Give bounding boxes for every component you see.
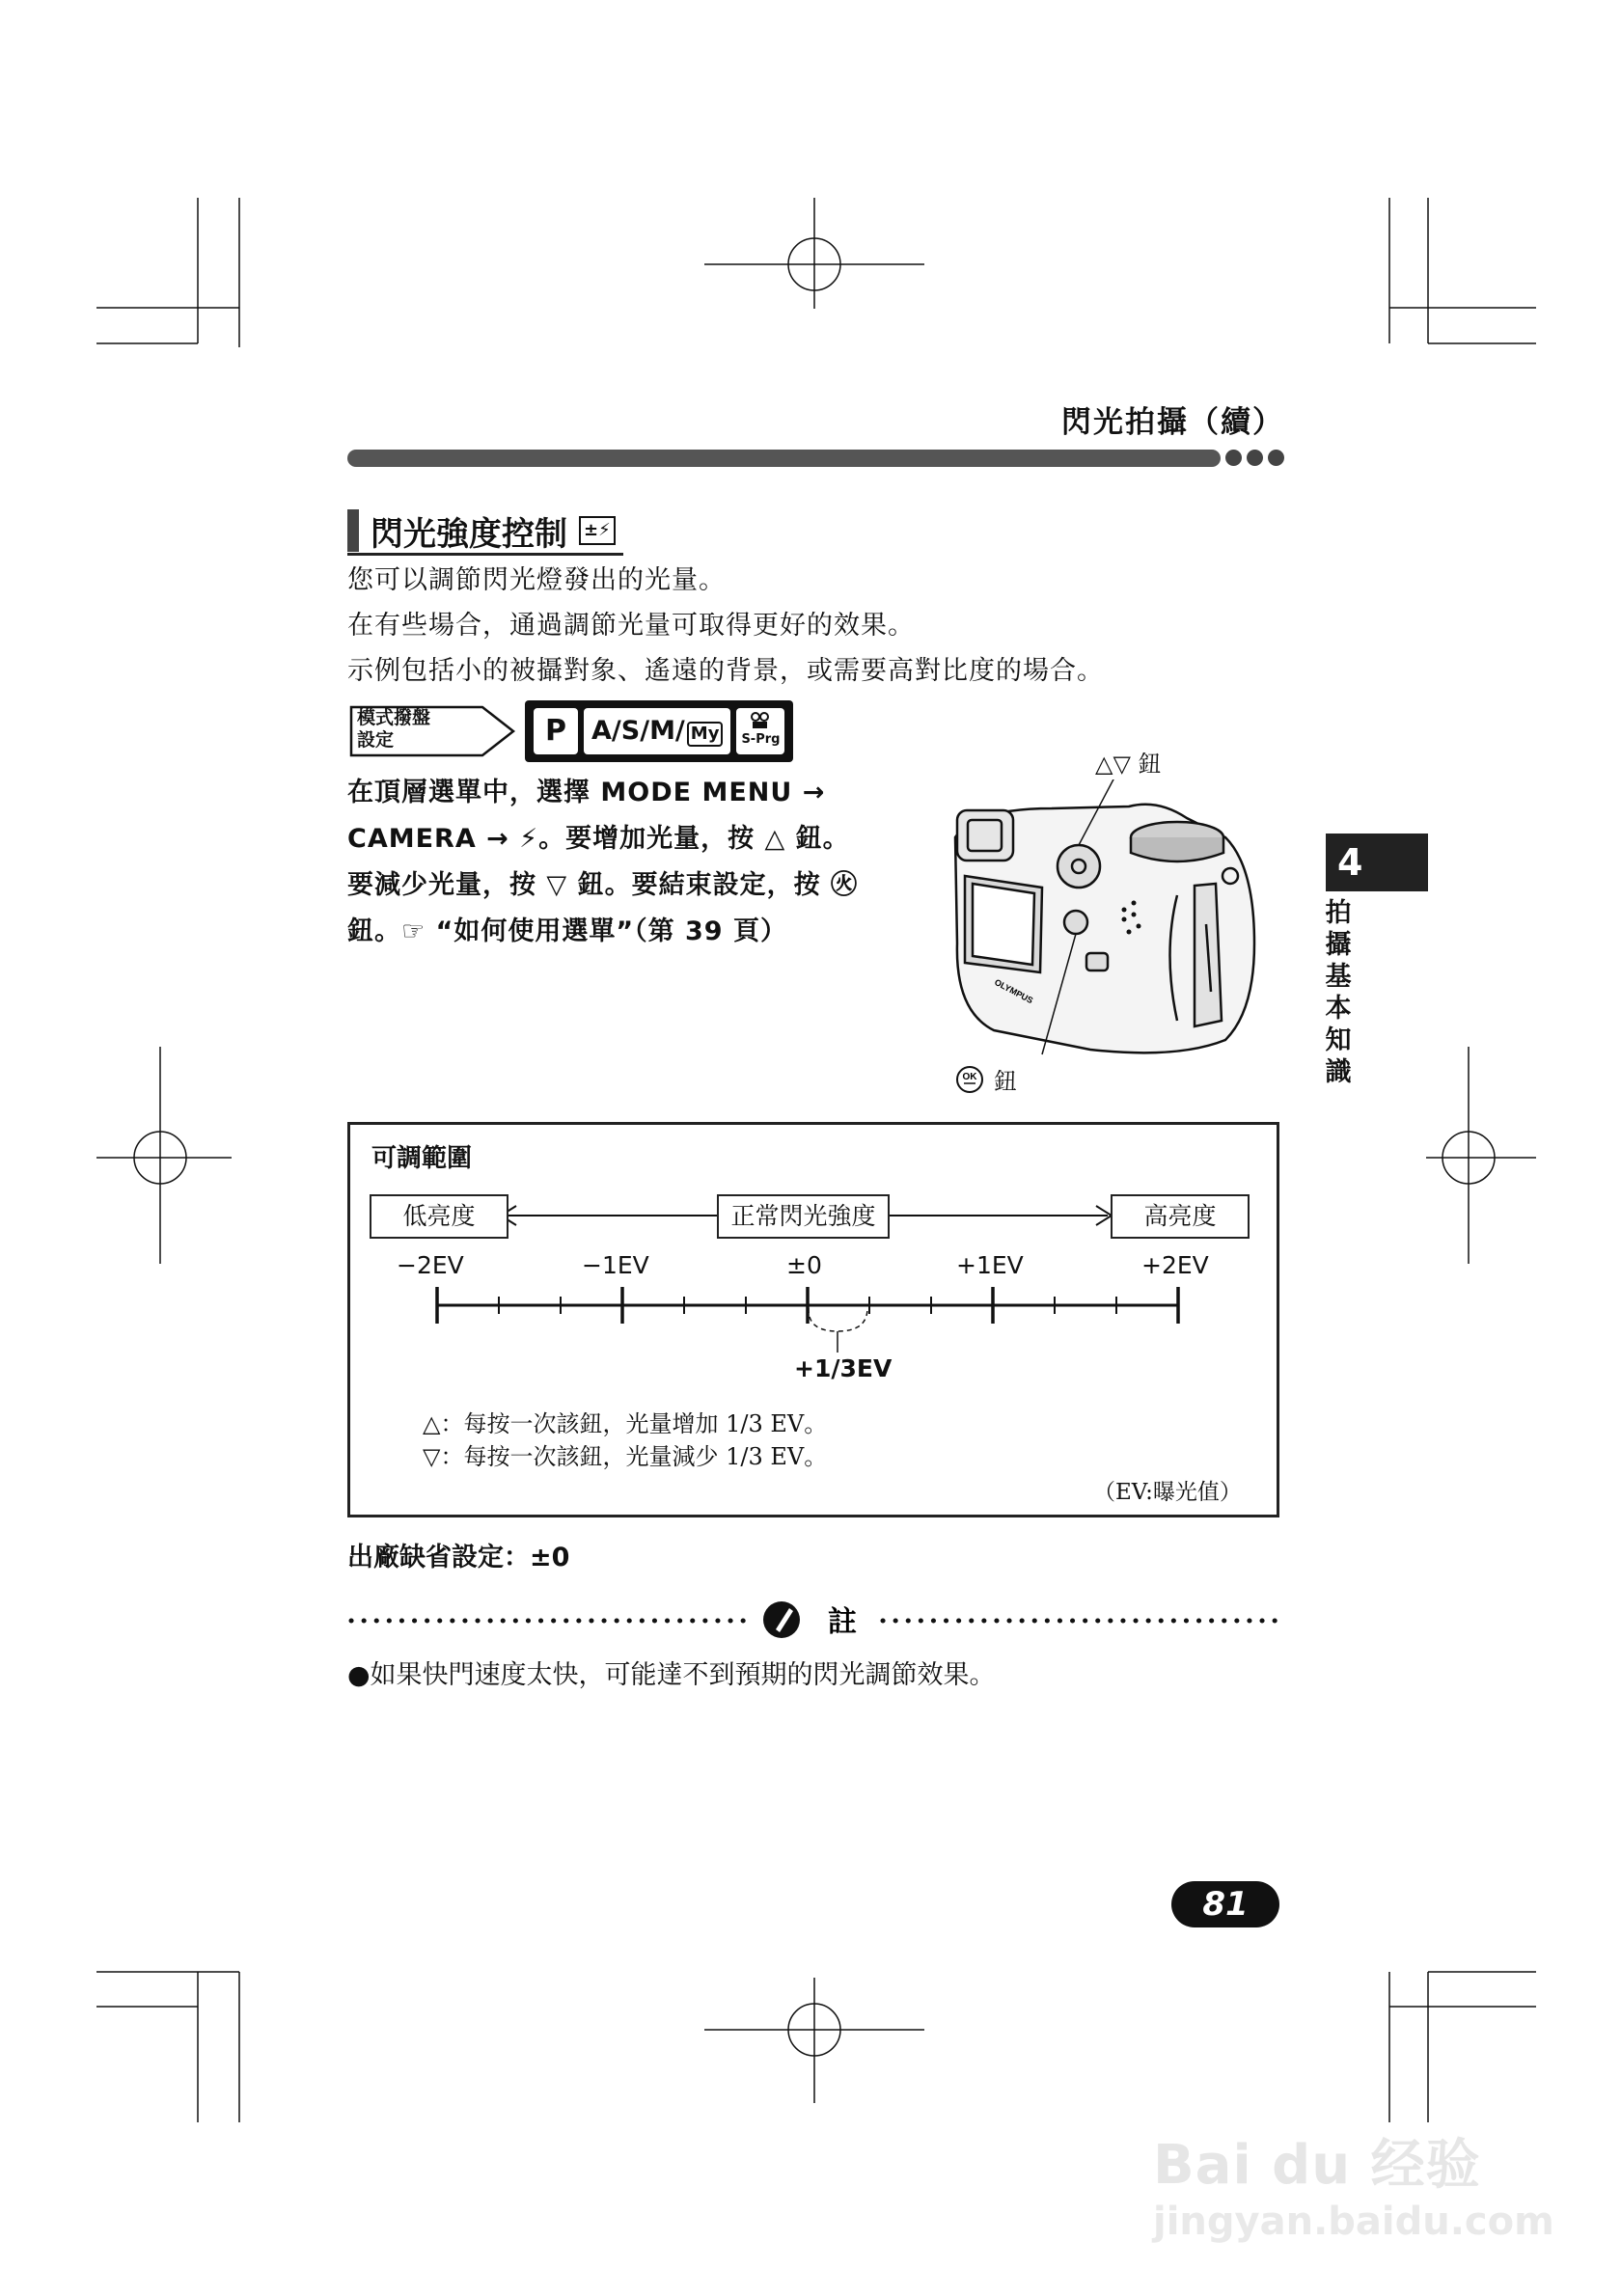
intro-text <box>347 558 1104 694</box>
adjustable-range-box <box>347 1122 1279 1517</box>
intro-line-2: 在有些場合，通過調節光量可取得更好的效果。 <box>347 611 915 641</box>
tick-label-plus2: +2EV <box>1141 1251 1209 1279</box>
mode-dial-label-line2: 設定 <box>357 729 395 751</box>
camera-brand: OLYMPUS <box>993 976 1035 1006</box>
note-heading <box>347 1597 1279 1643</box>
flash-compensation-icon: ±⚡ <box>579 516 616 545</box>
ev-legend: （EV:曝光值） <box>1093 1480 1242 1505</box>
instruction-line-1: 在頂層選單中，選擇 MODE MENU → <box>347 778 826 807</box>
instruction-line-4: 鈕。☞ “如何使用選單”（第 39 頁） <box>347 916 787 946</box>
chapter-tab-char: 本 <box>1325 994 1352 1024</box>
intro-line-1: 您可以調節閃光燈發出的光量。 <box>347 565 726 595</box>
intro-line-3: 示例包括小的被攝對象、遙遠的背景，或需要高對比度的場合。 <box>347 656 1104 686</box>
chapter-tab-number: 4 <box>1326 834 1428 891</box>
header-rule <box>347 450 1221 467</box>
note-heading-text: 註 <box>828 1605 857 1639</box>
high-brightness-label: 高亮度 <box>1111 1194 1250 1239</box>
baidu-watermark <box>1153 2122 1554 2244</box>
chapter-tab-char: 攝 <box>1325 930 1352 960</box>
watermark-url: jingyan.baidu.com <box>1153 2200 1554 2244</box>
tick-label-minus1: −1EV <box>582 1251 649 1279</box>
note-down: ▽：每按一次該鈕，光量減少 1/3 EV。 <box>423 1443 828 1470</box>
running-header-title: 閃光拍攝（續） <box>1061 405 1284 440</box>
tick-label-minus2: −2EV <box>397 1251 464 1279</box>
movie-icon <box>750 712 771 729</box>
mode-dial-label <box>357 707 463 752</box>
instruction-text <box>347 770 888 955</box>
page-number: 81 <box>1171 1881 1279 1927</box>
mode-asm-my <box>584 708 730 754</box>
mode-my: My <box>687 722 724 747</box>
note-bullet-1: ●如果快門速度太快，可能達不到預期的閃光調節效果。 <box>347 1660 996 1690</box>
low-brightness-label: 低亮度 <box>370 1194 508 1239</box>
ok-button-icon-text: OK <box>962 1071 977 1082</box>
instruction-line-3: 要減少光量，按 ▽ 鈕。要結束設定，按 ㊋ <box>347 870 858 900</box>
note-up: △：每按一次該鈕，光量增加 1/3 EV。 <box>423 1410 828 1437</box>
mode-sprg-label: S-Prg <box>741 732 781 747</box>
mode-dial-row <box>347 700 793 762</box>
range-title: 可調範圍 <box>371 1144 473 1173</box>
chapter-tab-char: 識 <box>1325 1057 1352 1087</box>
mode-asm: A/S/M/ <box>591 708 685 754</box>
tick-label-zero: ±0 <box>786 1251 822 1279</box>
tick-label-plus1: +1EV <box>956 1251 1024 1279</box>
section-title-text: 閃光強度控制 <box>371 514 567 554</box>
instruction-line-2: CAMERA → ⚡。要增加光量，按 △ 鈕。 <box>347 824 850 854</box>
section-title <box>347 508 623 556</box>
chapter-tab-char: 知 <box>1325 1025 1352 1055</box>
mode-list <box>525 700 793 762</box>
ok-button-label: 鈕 <box>994 1068 1017 1095</box>
chapter-tab-char: 拍 <box>1325 898 1352 928</box>
mode-sprg <box>736 708 784 754</box>
chapter-tab-char: 基 <box>1325 962 1352 992</box>
up-down-button-label: △▽ 鈕 <box>1095 751 1162 778</box>
default-setting: 出廠缺省設定：±0 <box>347 1543 570 1572</box>
pencil-icon <box>763 1601 800 1638</box>
ok-button-callout <box>955 1062 1017 1096</box>
step-label: +1/3EV <box>794 1354 893 1382</box>
normal-flash-label: 正常閃光強度 <box>717 1194 890 1239</box>
section-title-bar <box>347 509 359 552</box>
header-dots <box>1221 450 1284 470</box>
watermark-brand: Bai du 经验 <box>1153 2134 1481 2197</box>
mode-p: P <box>534 708 578 754</box>
mode-dial-badge <box>347 704 517 758</box>
ok-button-icon <box>955 1065 984 1094</box>
camera-illustration <box>936 779 1264 1069</box>
mode-dial-label-line1: 模式撥盤 <box>357 707 431 728</box>
chapter-tab-title <box>1324 897 1353 1088</box>
